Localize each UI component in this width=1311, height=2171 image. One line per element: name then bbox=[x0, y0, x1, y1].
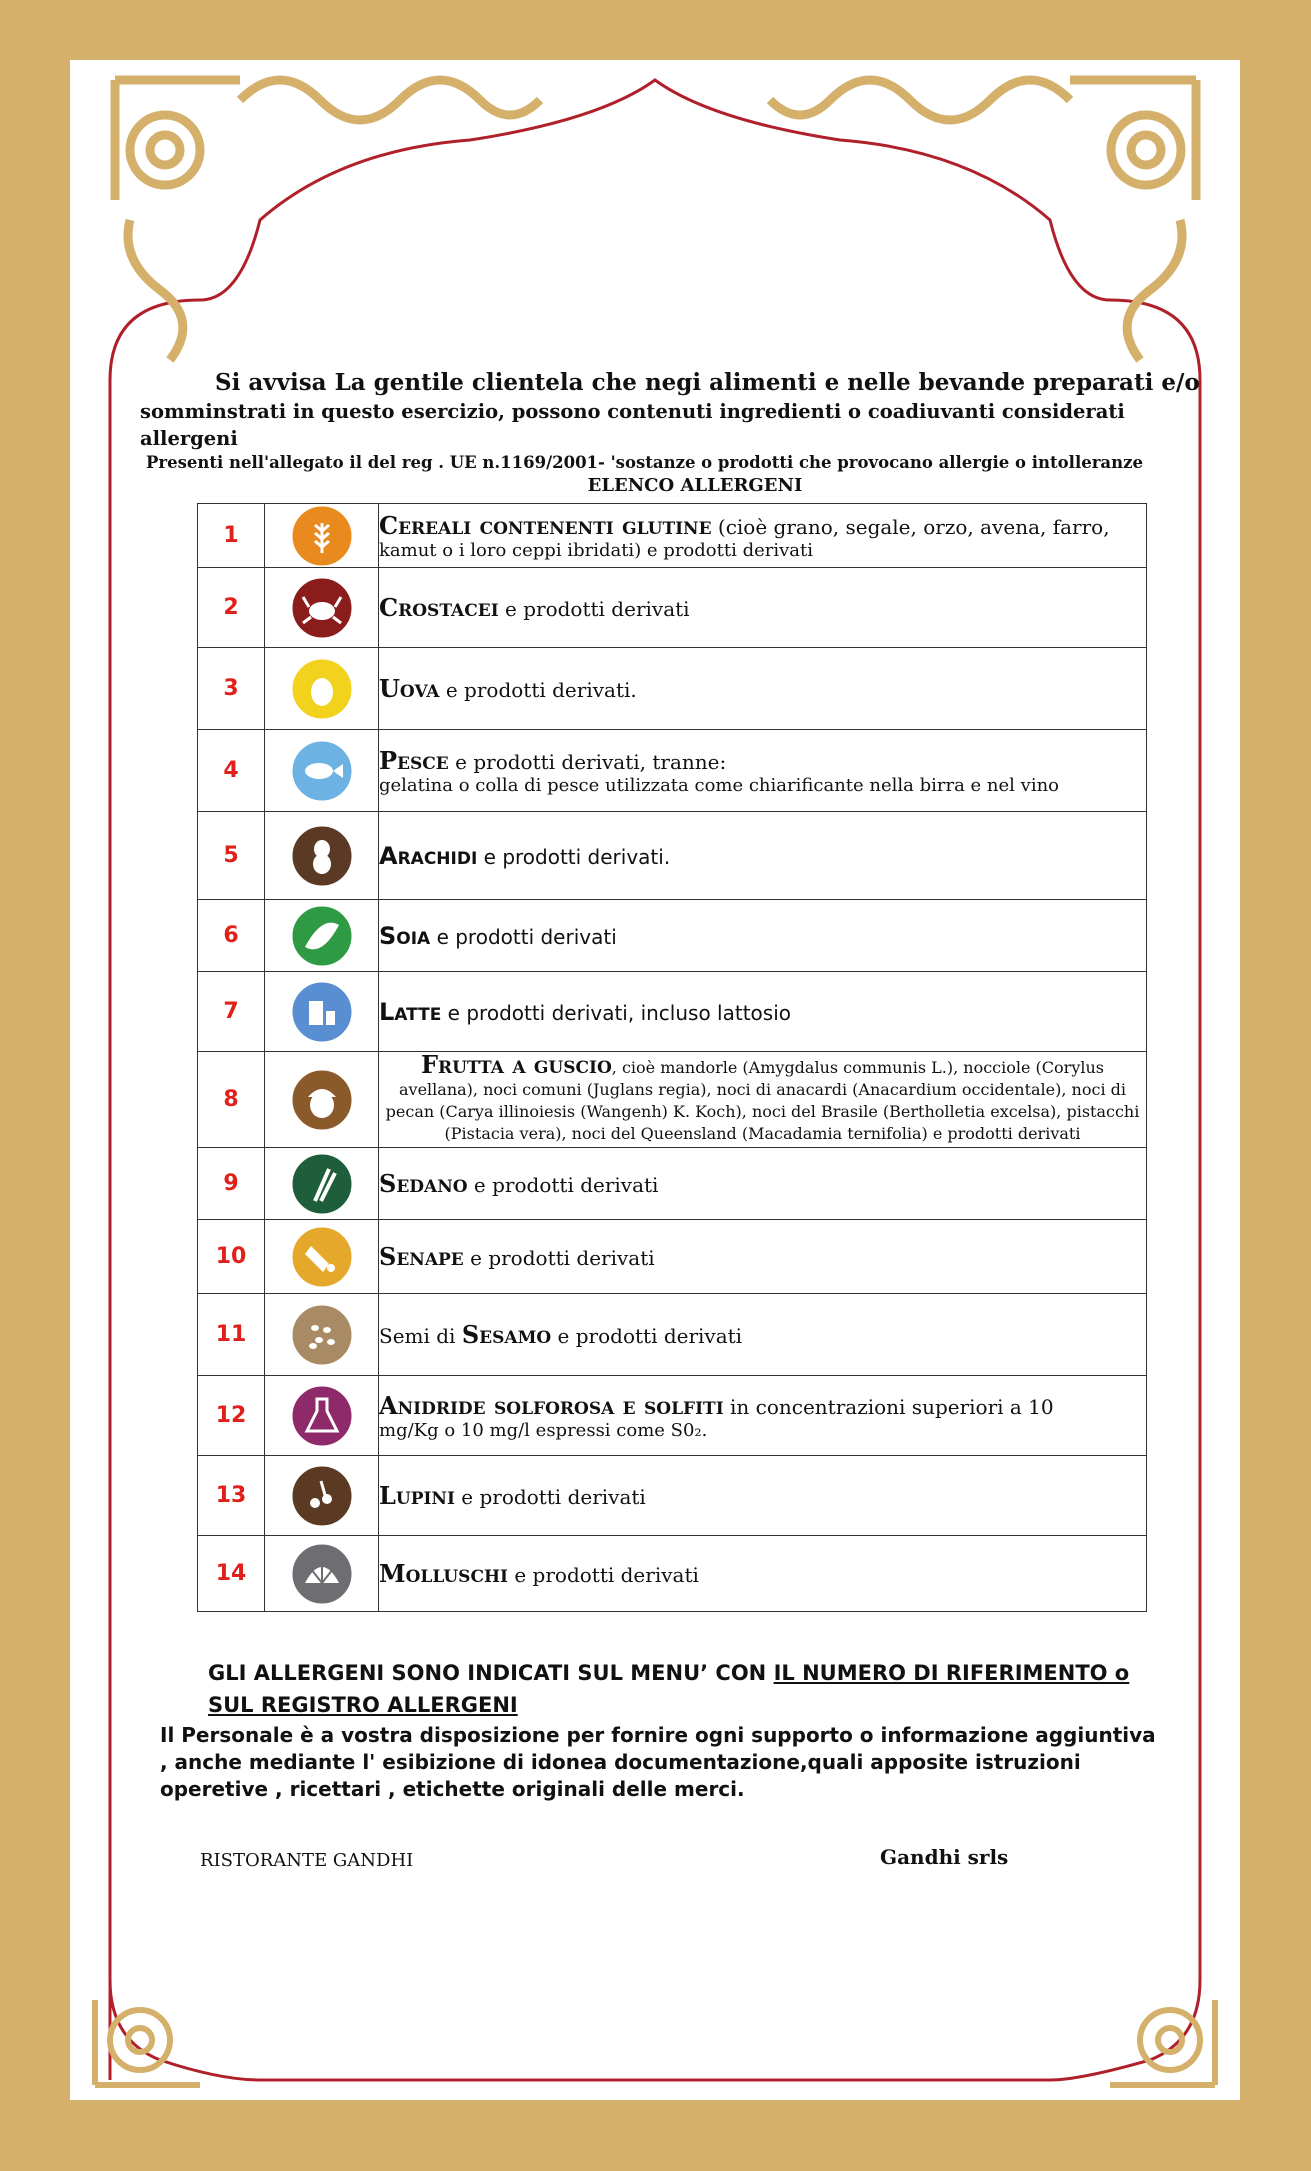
allergen-icon-cell bbox=[265, 972, 379, 1052]
nut-icon bbox=[291, 1069, 353, 1131]
allergen-detail: in concentrazioni superiori a 10 bbox=[723, 1394, 1054, 1419]
allergen-name: Senape bbox=[379, 1242, 464, 1271]
allergen-name: Sedano bbox=[379, 1169, 468, 1198]
allergen-row bbox=[198, 730, 1147, 812]
allergen-detail: (cioè grano, segale, orzo, avena, farro, bbox=[711, 514, 1110, 539]
list-heading: ELENCO ALLERGENI bbox=[587, 475, 803, 496]
allergen-detail: e prodotti derivati, incluso lattosio bbox=[441, 1000, 791, 1025]
allergen-row bbox=[198, 568, 1147, 648]
allergen-row bbox=[198, 504, 1147, 568]
shell-icon bbox=[291, 1543, 353, 1605]
allergen-row bbox=[198, 812, 1147, 900]
allergen-description bbox=[379, 1376, 1147, 1456]
allergen-description bbox=[379, 1052, 1147, 1148]
allergen-description bbox=[379, 730, 1147, 812]
allergen-description bbox=[379, 1456, 1147, 1536]
intro-line-2: somminstrati in questo esercizio, possono contenuti ingredienti o coadiuvanti considerati allergeni bbox=[140, 400, 1125, 450]
allergen-number: 5 bbox=[198, 812, 265, 900]
celery-icon bbox=[291, 1153, 353, 1215]
sesame-icon bbox=[291, 1304, 353, 1366]
allergen-detail: , cioè mandorle (Amygdalus communis L.), nocciole (Corylus avellana), noci comuni (Juglans regia), noci di anacardi (Anacardium occidentale), noci di pecan (Carya illinoiesis (Wangenh) K. Koch), noci del Brasile (Bertholletia excelsa), pistacchi (Pistacia vera), noci del Queensland (Macadamia ternifolia) e prodotti derivati bbox=[385, 1058, 1140, 1143]
allergen-row bbox=[198, 972, 1147, 1052]
allergen-icon-cell bbox=[265, 1220, 379, 1294]
allergen-name: Molluschi bbox=[379, 1559, 508, 1588]
allergen-description bbox=[379, 1536, 1147, 1612]
allergen-name: Frutta a guscio bbox=[421, 1050, 612, 1079]
allergen-icon-cell bbox=[265, 648, 379, 730]
allergen-subtext: gelatina o colla di pesce utilizzata come chiarificante nella birra e nel vino bbox=[379, 774, 1060, 796]
allergen-description bbox=[379, 568, 1147, 648]
allergen-name: Sesamo bbox=[461, 1320, 552, 1349]
allergen-number: 7 bbox=[198, 972, 265, 1052]
allergen-row bbox=[198, 1536, 1147, 1612]
allergen-number: 14 bbox=[198, 1536, 265, 1612]
allergen-description bbox=[379, 972, 1147, 1052]
allergen-subtext: kamut o i loro ceppi ibridati) e prodotti derivati bbox=[379, 539, 814, 561]
allergen-icon-cell bbox=[265, 1148, 379, 1220]
mustard-icon bbox=[291, 1226, 353, 1288]
allergen-name: Lupini bbox=[379, 1481, 455, 1510]
sulphite-icon bbox=[291, 1385, 353, 1447]
allergen-number: 3 bbox=[198, 648, 265, 730]
allergen-subtext: mg/Kg o 10 mg/l espressi come S0₂. bbox=[379, 1419, 708, 1441]
intro-line-3: Presenti nell'allegato il del reg . UE n.1169/2001- 'sostanze o prodotti che provocano allergie o intolleranze bbox=[146, 453, 1143, 472]
allergen-name: Soia bbox=[379, 921, 431, 950]
allergen-row bbox=[198, 1376, 1147, 1456]
allergen-row bbox=[198, 1052, 1147, 1148]
allergen-row bbox=[198, 900, 1147, 972]
allergen-number: 10 bbox=[198, 1220, 265, 1294]
allergen-icon-cell bbox=[265, 1456, 379, 1536]
allergen-number: 1 bbox=[198, 504, 265, 568]
allergen-name: Pesce bbox=[379, 745, 449, 775]
allergen-icon-cell bbox=[265, 1294, 379, 1376]
allergen-icon-cell bbox=[265, 1536, 379, 1612]
allergen-icon-cell bbox=[265, 568, 379, 648]
menu-reference-note bbox=[208, 1657, 1148, 1721]
restaurant-signature: RISTORANTE GANDHI bbox=[200, 1850, 414, 1871]
allergen-name: Anidride solforosa e solfiti bbox=[379, 1390, 724, 1420]
allergen-number: 4 bbox=[198, 730, 265, 812]
allergen-detail: e prodotti derivati bbox=[454, 1485, 646, 1509]
allergen-prefix: Semi di bbox=[379, 1324, 462, 1348]
allergen-icon-cell bbox=[265, 730, 379, 812]
lupin-icon bbox=[291, 1465, 353, 1527]
allergen-number: 12 bbox=[198, 1376, 265, 1456]
allergen-name: Arachidi bbox=[379, 841, 478, 870]
allergen-description bbox=[379, 900, 1147, 972]
allergen-detail: e prodotti derivati bbox=[463, 1246, 655, 1270]
allergen-number: 9 bbox=[198, 1148, 265, 1220]
allergen-description bbox=[379, 1148, 1147, 1220]
allergen-name: Cereali contenenti glutine bbox=[379, 510, 712, 540]
allergen-name: Crostacei bbox=[379, 593, 499, 622]
allergen-number: 6 bbox=[198, 900, 265, 972]
allergen-icon-cell bbox=[265, 900, 379, 972]
allergen-detail: e prodotti derivati bbox=[467, 1173, 659, 1197]
allergen-detail: e prodotti derivati bbox=[430, 924, 617, 949]
soy-icon bbox=[291, 905, 353, 967]
allergen-icon-cell bbox=[265, 504, 379, 568]
egg-icon bbox=[291, 658, 353, 720]
note-text-a: GLI ALLERGENI SONO INDICATI SUL MENU’ CON bbox=[208, 1661, 774, 1685]
allergen-row bbox=[198, 1148, 1147, 1220]
allergen-number: 13 bbox=[198, 1456, 265, 1536]
note-text-b: IL NUMERO DI RIFERIMENTO o SUL REGISTRO ALLERGENI bbox=[208, 1661, 1130, 1717]
intro-line-1: Si avvisa La gentile clientela che negi alimenti e nelle bevande preparati e/o bbox=[215, 369, 1200, 396]
fish-icon bbox=[291, 740, 353, 802]
allergen-row bbox=[198, 1456, 1147, 1536]
company-signature: Gandhi srls bbox=[880, 1845, 1009, 1869]
allergen-description bbox=[379, 648, 1147, 730]
staff-info: Il Personale è a vostra disposizione per fornire ogni supporto o informazione aggiuntiva , anche mediante l' esibizione di idonea documentazione,quali apposite istruzioni operetive , ricettari , etichette originali delle merci. bbox=[160, 1723, 1156, 1801]
allergen-name: Uova bbox=[379, 674, 440, 703]
allergen-row bbox=[198, 648, 1147, 730]
allergen-description bbox=[379, 1294, 1147, 1376]
allergen-row bbox=[198, 1294, 1147, 1376]
allergen-row bbox=[198, 1220, 1147, 1294]
allergen-table bbox=[197, 503, 1147, 1612]
allergen-name: Latte bbox=[379, 997, 442, 1026]
allergen-description bbox=[379, 1220, 1147, 1294]
crab-icon bbox=[291, 577, 353, 639]
allergen-detail: e prodotti derivati, tranne: bbox=[448, 749, 727, 774]
allergen-detail: e prodotti derivati bbox=[498, 597, 690, 621]
allergen-icon-cell bbox=[265, 1376, 379, 1456]
allergen-detail: e prodotti derivati. bbox=[439, 678, 637, 702]
wheat-icon bbox=[291, 505, 353, 567]
milk-icon bbox=[291, 981, 353, 1043]
allergen-detail: e prodotti derivati bbox=[508, 1563, 699, 1587]
allergen-number: 8 bbox=[198, 1052, 265, 1148]
intro-text bbox=[140, 368, 1200, 498]
peanut-icon bbox=[291, 825, 353, 887]
allergen-detail: e prodotti derivati bbox=[551, 1324, 743, 1348]
allergen-description bbox=[379, 504, 1147, 568]
allergen-detail: e prodotti derivati. bbox=[477, 844, 671, 869]
allergen-description bbox=[379, 812, 1147, 900]
allergen-icon-cell bbox=[265, 812, 379, 900]
allergen-number: 2 bbox=[198, 568, 265, 648]
allergen-icon-cell bbox=[265, 1052, 379, 1148]
allergen-number: 11 bbox=[198, 1294, 265, 1376]
